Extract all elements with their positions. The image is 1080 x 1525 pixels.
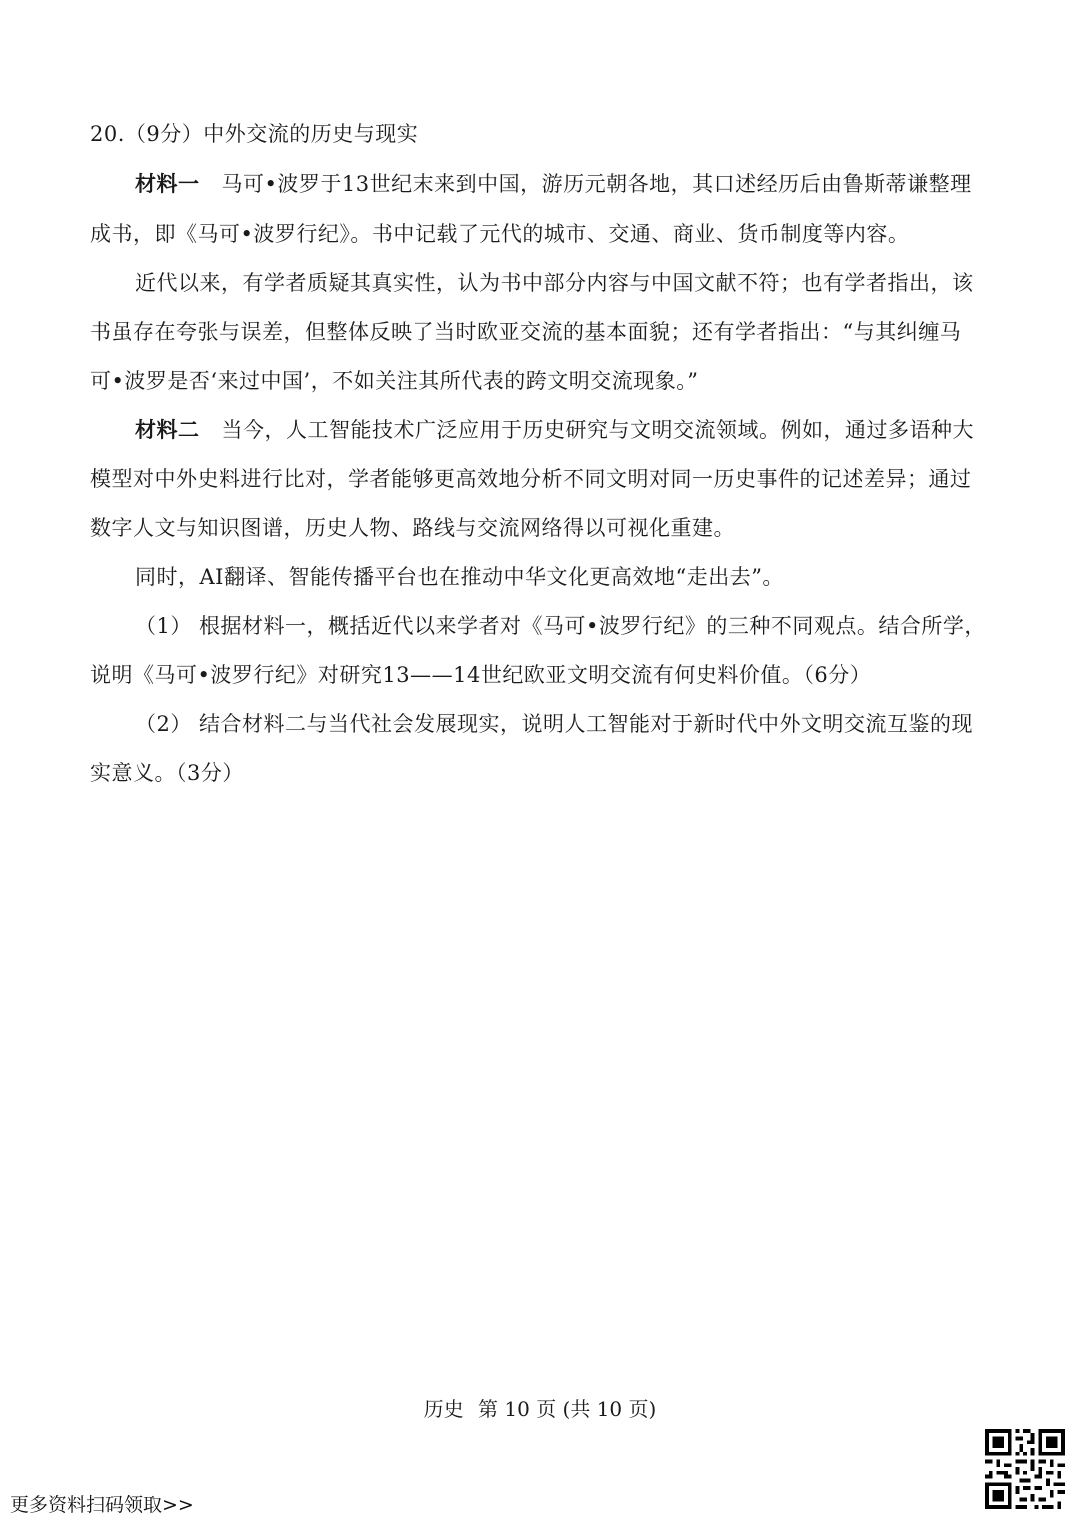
page-footer bbox=[0, 1394, 1080, 1424]
material2-paragraph1-line2: 模型对中外史料进行比对，学者能够更高效地分析不同文明对同一历史事件的记述差异；通过 bbox=[90, 467, 972, 491]
material2-paragraph1-line3: 数字人文与知识图谱，历史人物、路线与交流网络得以可视化重建。 bbox=[90, 516, 735, 540]
subquestion1-line1: （1） 根据材料一，概括近代以来学者对《马可•波罗行纪》的三种不同观点。结合所学， bbox=[135, 614, 986, 638]
material2-paragraph2-line1: 同时，AI翻译、智能传播平台也在推动中华文化更高效地“走出去”。 bbox=[135, 565, 784, 589]
material1-paragraph1-line2: 成书，即《马可•波罗行纪》。书中记载了元代的城市、交通、商业、货币制度等内容。 bbox=[90, 222, 910, 246]
qr-code-icon[interactable] bbox=[985, 1429, 1065, 1509]
material1-text-1: 马可•波罗于13世纪末来到中国，游历元朝各地，其口述经历后由鲁斯蒂谦整理 bbox=[221, 172, 972, 196]
footer-page-number: 第 10 页 (共 10 页) bbox=[478, 1397, 657, 1421]
material1-paragraph2-line1: 近代以来，有学者质疑其真实性，认为书中部分内容与中国文献不符；也有学者指出，该 bbox=[135, 271, 974, 295]
material1-paragraph1-line1 bbox=[135, 168, 1000, 200]
material2-paragraph1-line1 bbox=[135, 414, 1000, 446]
subquestion1-line2: 说明《马可•波罗行纪》对研究13——14世纪欧亚文明交流有何史料价值。（6分） bbox=[90, 663, 872, 687]
material1-paragraph2-line2: 书虽存在夸张与误差，但整体反映了当时欧亚交流的基本面貌；还有学者指出：“与其纠缠马 bbox=[90, 320, 962, 344]
material1-label: 材料一 bbox=[135, 172, 200, 196]
question-title: 20.（9分）中外交流的历史与现实 bbox=[90, 122, 419, 146]
material1-paragraph2-line3: 可•波罗是否‘来过中国’，不如关注其所代表的跨文明交流现象。” bbox=[90, 369, 699, 393]
material2-label: 材料二 bbox=[135, 418, 200, 442]
subquestion2-line2: 实意义。（3分） bbox=[90, 761, 244, 785]
footer-subject: 历史 bbox=[423, 1397, 464, 1421]
subquestion2-line1: （2） 结合材料二与当代社会发展现实，说明人工智能对于新时代中外文明交流互鉴的现 bbox=[135, 712, 974, 736]
promo-text[interactable]: 更多资料扫码领取>> bbox=[10, 1494, 194, 1516]
material2-text-1: 当今，人工智能技术广泛应用于历史研究与文明交流领域。例如，通过多语种大 bbox=[221, 418, 974, 442]
